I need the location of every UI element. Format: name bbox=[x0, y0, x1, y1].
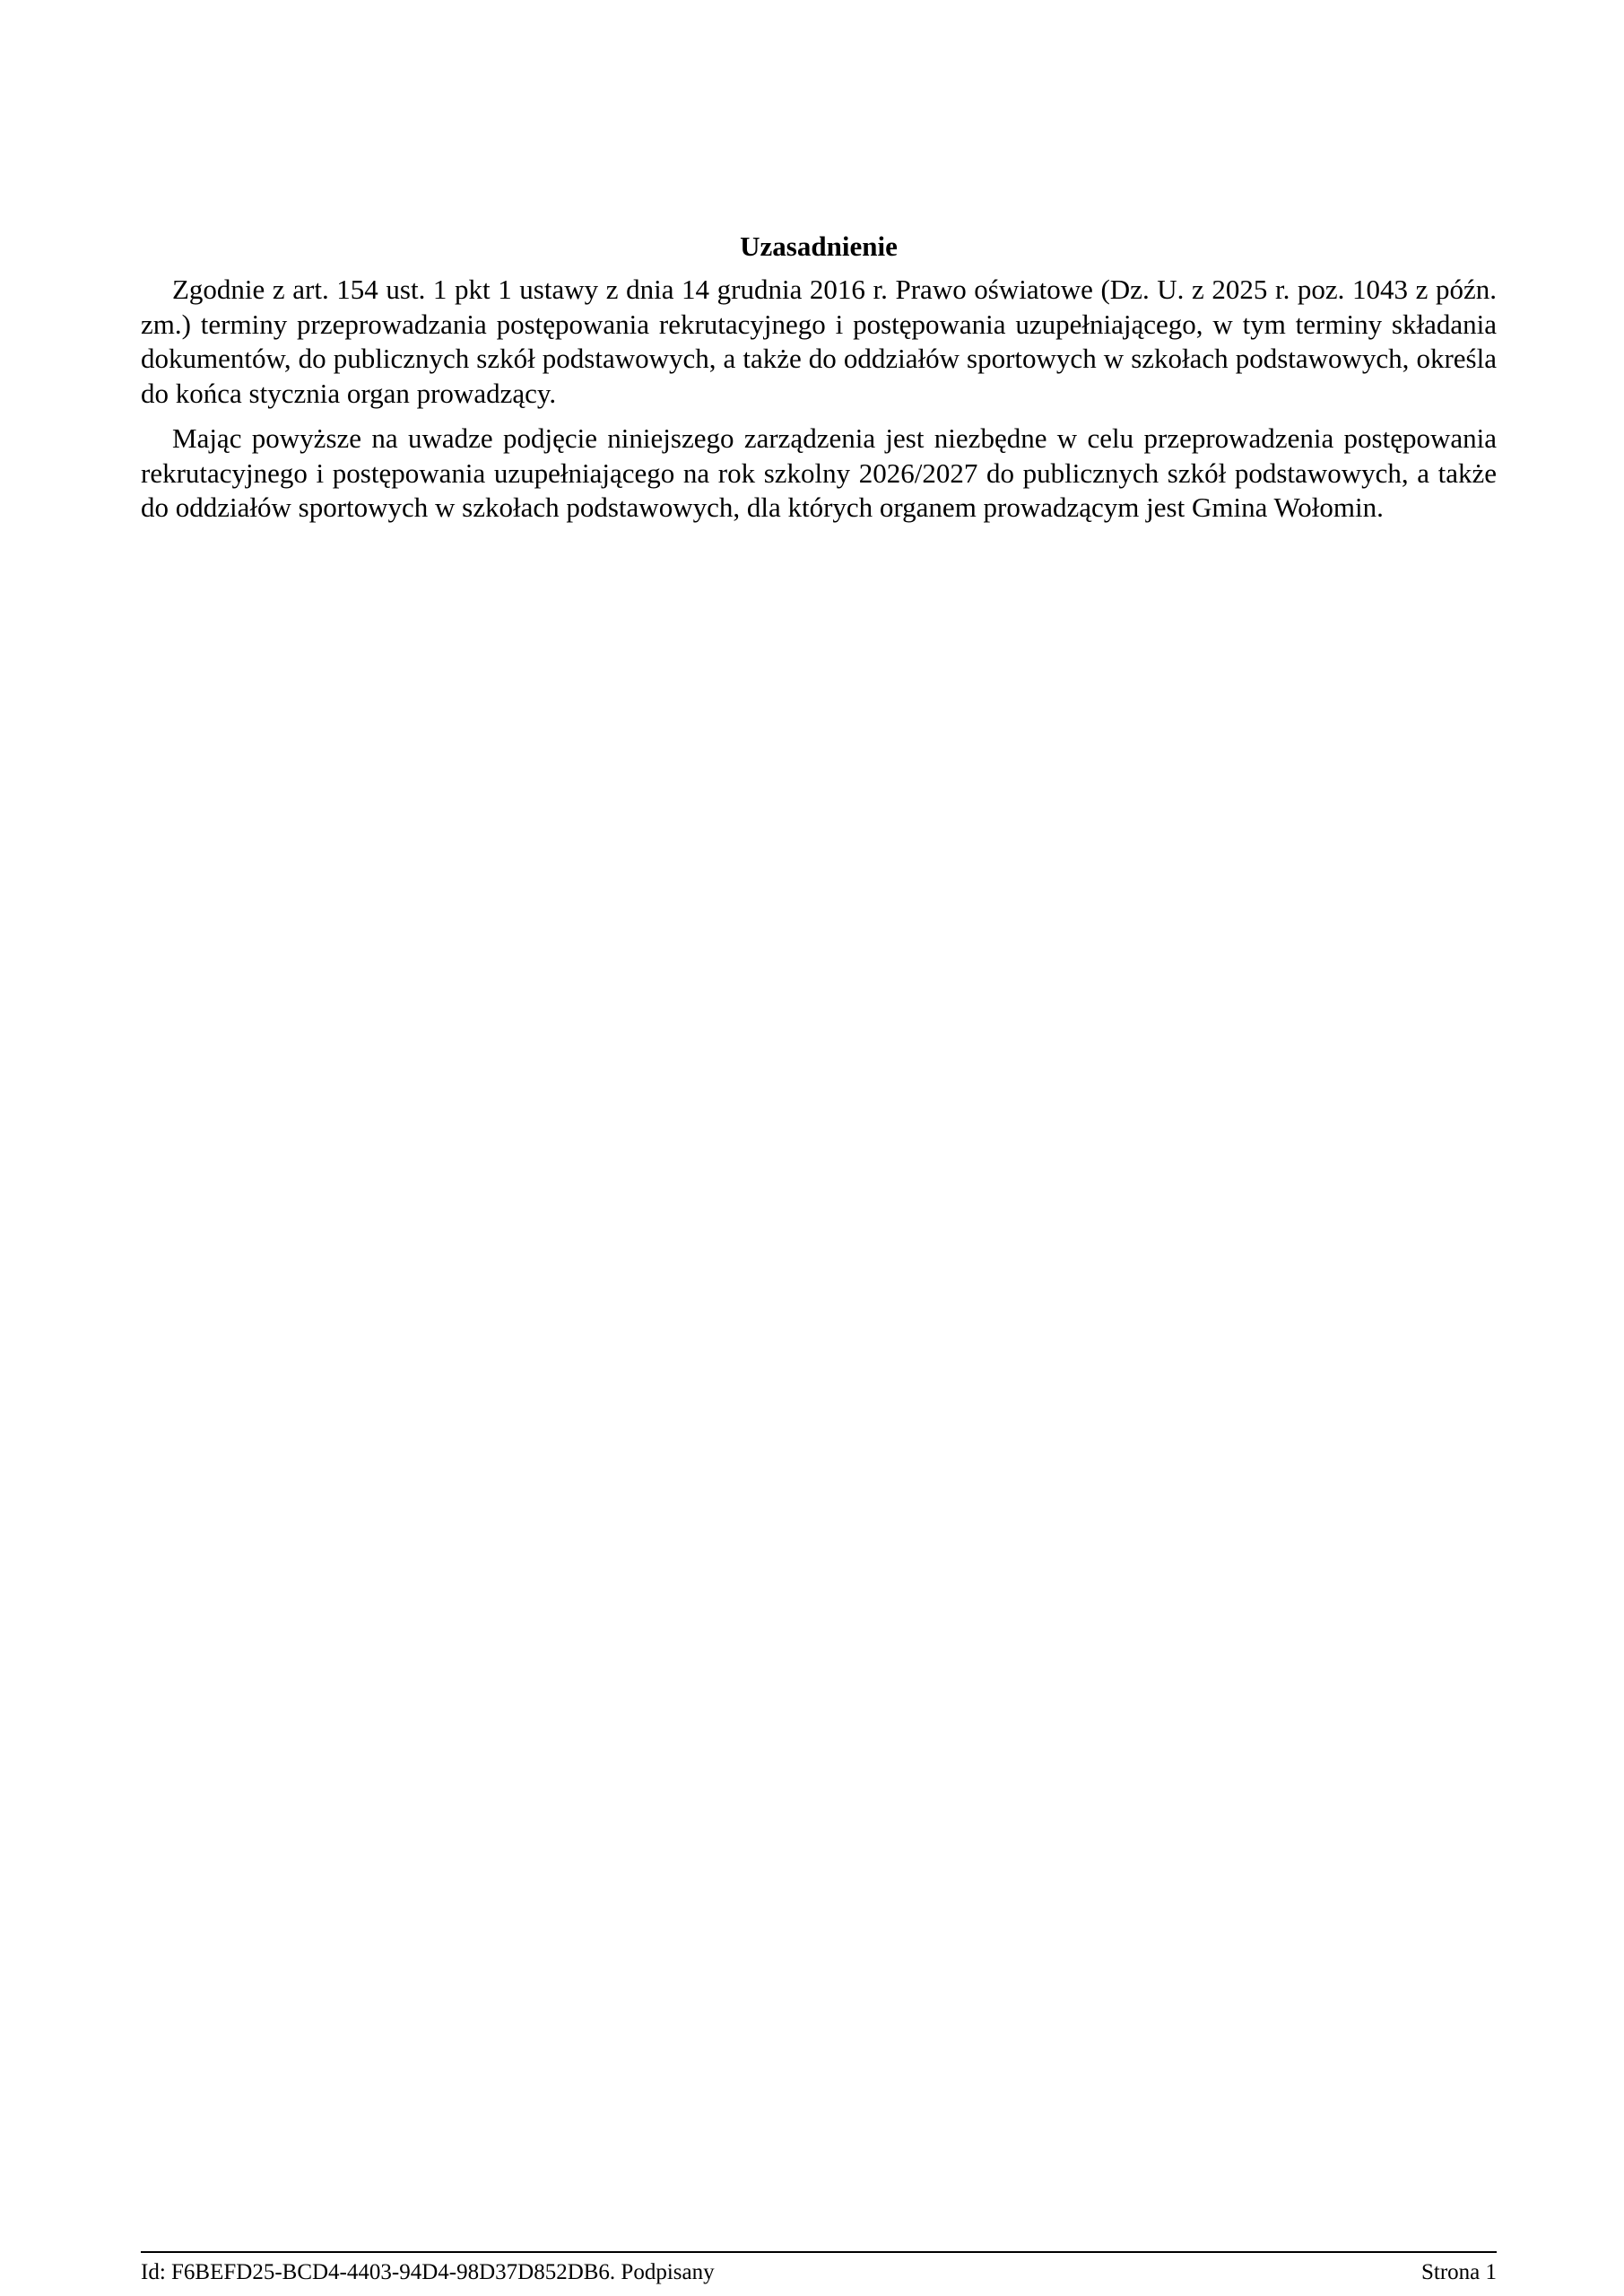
paragraph-justification: Mając powyższe na uwadze podjęcie niniejszego zarządzenia jest niezbędne w celu przeprowadzenia postępowania rekrutacyjnego i postępowania uzupełniającego na rok szkolny 2026/2027 do publicznych szkół podstawowych, a także do oddziałów sportowych w szkołach podstawowych, dla których organem prowadzącym jest Gmina Wołomin. bbox=[141, 422, 1497, 523]
page-number: Strona 1 bbox=[1420, 2260, 1497, 2284]
document-id: Id: F6BEFD25-BCD4-4403-94D4-98D37D852DB6. Podpisany bbox=[141, 2260, 715, 2284]
paragraph-legal-basis: Zgodnie z art. 154 ust. 1 pkt 1 ustawy z dnia 14 grudnia 2016 r. Prawo oświatowe (Dz. U. z 2025 r. poz. 1043 z późn. zm.) terminy przeprowadzania postępowania rekrutacyjnego i postępowania uzupełniającego, w tym terminy składania dokumentów, do publicznych szkół podstawowych, a także do oddziałów sportowych w szkołach podstawowych, określa do końca stycznia organ prowadzący. bbox=[141, 274, 1497, 409]
document-title: Uzasadnienie bbox=[740, 230, 898, 262]
document-body bbox=[141, 224, 1497, 536]
page-footer bbox=[141, 2251, 1497, 2287]
